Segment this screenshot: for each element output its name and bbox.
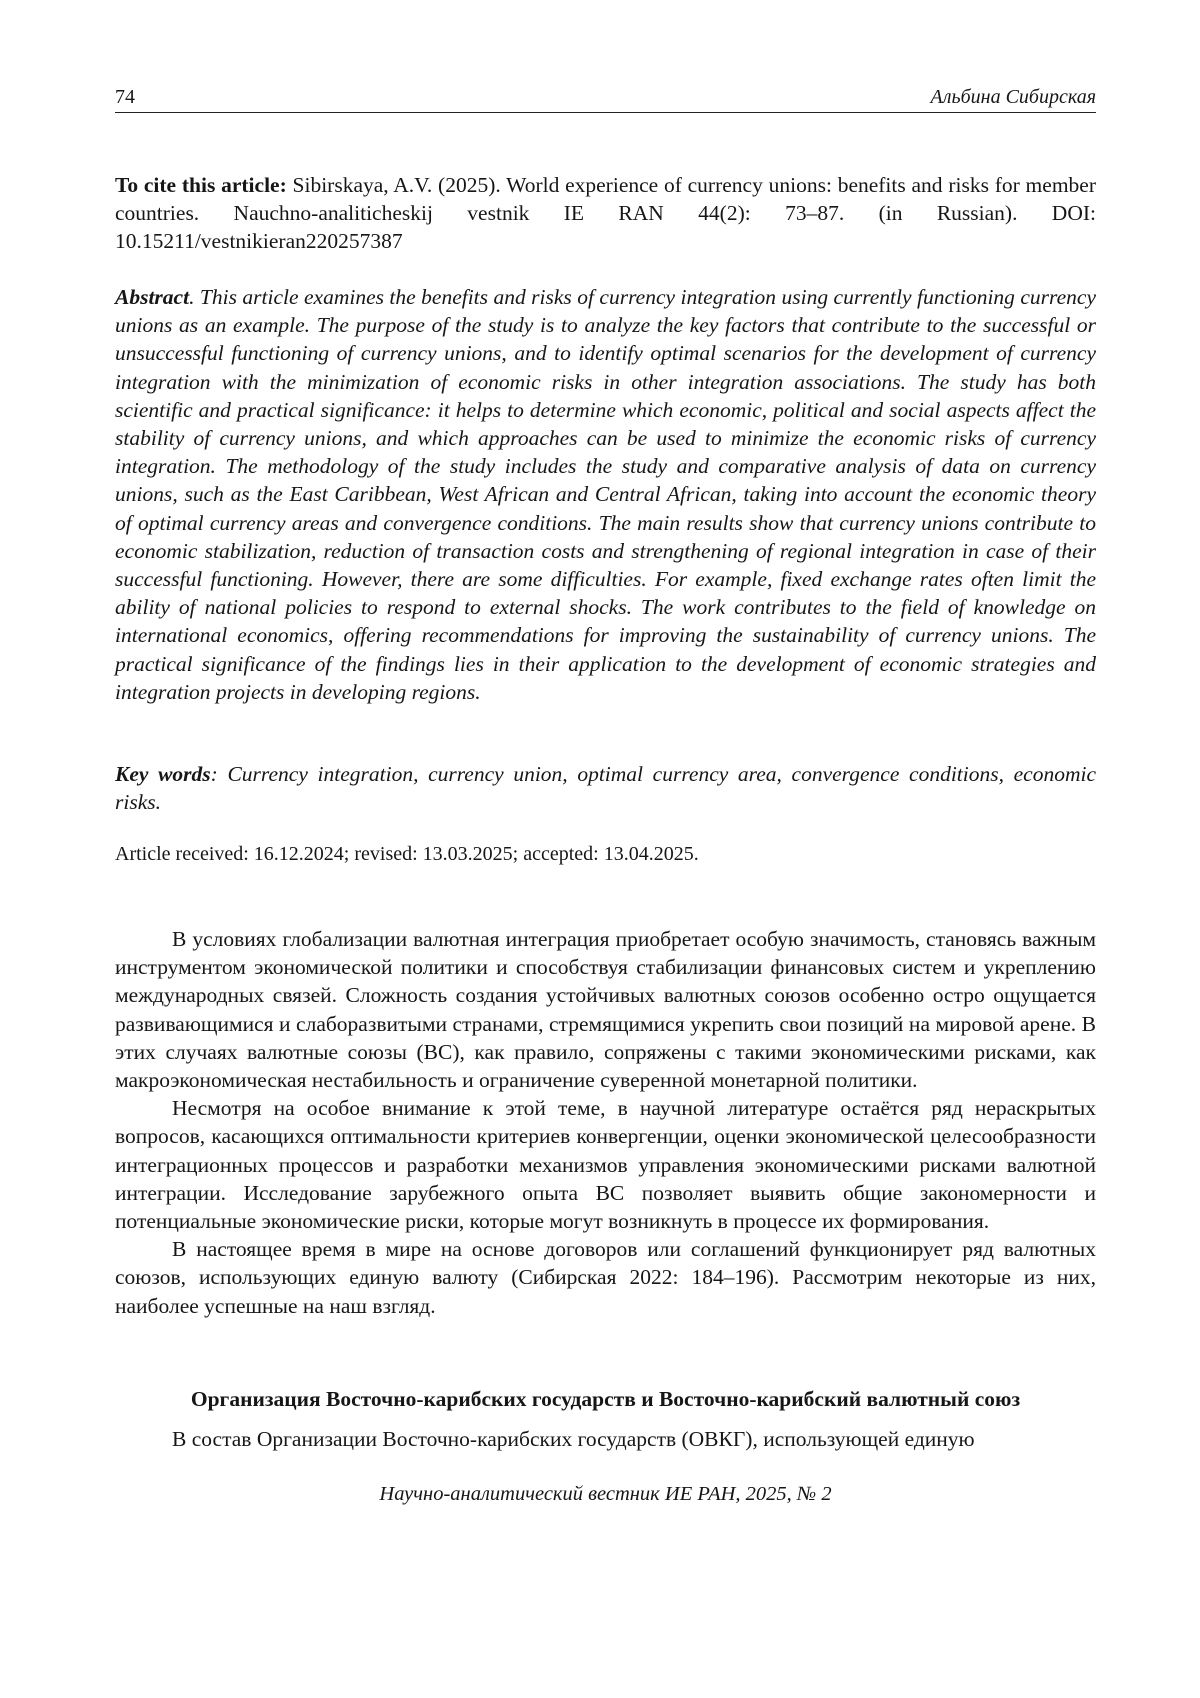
running-header <box>115 86 1096 113</box>
section-heading: Организация Восточно-карибских государств и Восточно-карибский валютный союз <box>190 1387 1021 1411</box>
body-paragraph: Несмотря на особое внимание к этой теме, в научной литературе остаётся ряд нераскрытых вопросов, касающихся оптимальности критериев конвергенции, оценки экономической целесообразности интеграционных процессов и разработки механизмов управления экономическими рисками валютной интеграции. Исследование зарубежного опыта ВС позволяет выявить общие закономерности и потенциальные экономические риски, которые могут возникнуть в процессе их формирования. <box>115 1096 1096 1234</box>
citation-block <box>115 171 1096 255</box>
body-paragraph: В настоящее время в мире на основе договоров или соглашений функционирует ряд валютных союзов, использующих единую валюту (Сибирская 2022: 184–196). Рассмотрим некоторые из них, наиболее успешные на наш взгляд. <box>115 1237 1096 1318</box>
abstract-text: . This article examines the benefits and risks of currency integration using currently functioning currency unions as an example. The purpose of the study is to analyze the key factors that contribute to the successful or unsuccessful functioning of currency unions, and to identify optimal scenarios for the development of currency integration with the minimization of economic risks in other integration associations. The study has both scientific and practical significance: it helps to determine which economic, political and social aspects affect the stability of currency unions, and which approaches can be used to minimize the economic risks of currency integration. The methodology of the study includes the study and comparative analysis of data on currency unions, such as the East Caribbean, West African and Central African, taking into account the economic theory of optimal currency areas and convergence conditions. The main results show that currency unions contribute to economic stabilization, reduction of transaction costs and strengthening of regional integration in case of their successful functioning. However, there are some difficulties. For example, fixed exchange rates often limit the ability of national policies to respond to external shocks. The work contributes to the field of knowledge on international economics, offering recommendations for improving the sustainability of currency unions. The practical significance of the findings lies in their application to the development of economic strategies and integration projects in developing regions. <box>115 285 1096 704</box>
citation-label: To cite this article: <box>115 173 287 197</box>
document-page <box>115 0 1096 1698</box>
article-dates: Article received: 16.12.2024; revised: 13.03.2025; accepted: 13.04.2025. <box>115 843 699 865</box>
body-paragraph-continued: В состав Организации Восточно-карибских государств (ОВКГ), использующей единую <box>172 1427 975 1451</box>
abstract-label: Abstract <box>115 285 190 309</box>
article-body <box>115 925 1096 1320</box>
citation-text: Sibirskaya, A.V. (2025). World experience of currency unions: benefits and risks for member countries. Nauchno-analiticheskij vestnik IE RAN 44(2): 73–87. (in Russian). DOI: 10.15211/vestnikieran220257387 <box>115 173 1096 253</box>
running-footer: Научно-аналитический вестник ИЕ РАН, 2025, № 2 <box>379 1483 832 1505</box>
body-paragraph: В условиях глобализации валютная интеграция приобретает особую значимость, становясь важным инструментом экономической политики и способствуя стабилизации финансовых систем и укреплению международных связей. Сложность создания устойчивых валютных союзов особенно остро ощущается развивающимися и слаборазвитыми странами, стремящимися укрепить свои позиций на мировой арене. В этих случаях валютные союзы (ВС), как правило, сопряжены с такими экономическими рисками, как макроэкономическая нестабильность и ограничение суверенной монетарной политики. <box>115 927 1096 1093</box>
keywords-text: : Currency integration, currency union, optimal currency area, convergence conditions, economic risks. <box>115 762 1097 814</box>
page-number: 74 <box>115 86 135 108</box>
abstract-block <box>115 283 1096 706</box>
keywords-block <box>115 760 1096 816</box>
keywords-label: Key words <box>115 762 211 786</box>
running-header-author: Альбина Сибирская <box>930 86 1096 108</box>
